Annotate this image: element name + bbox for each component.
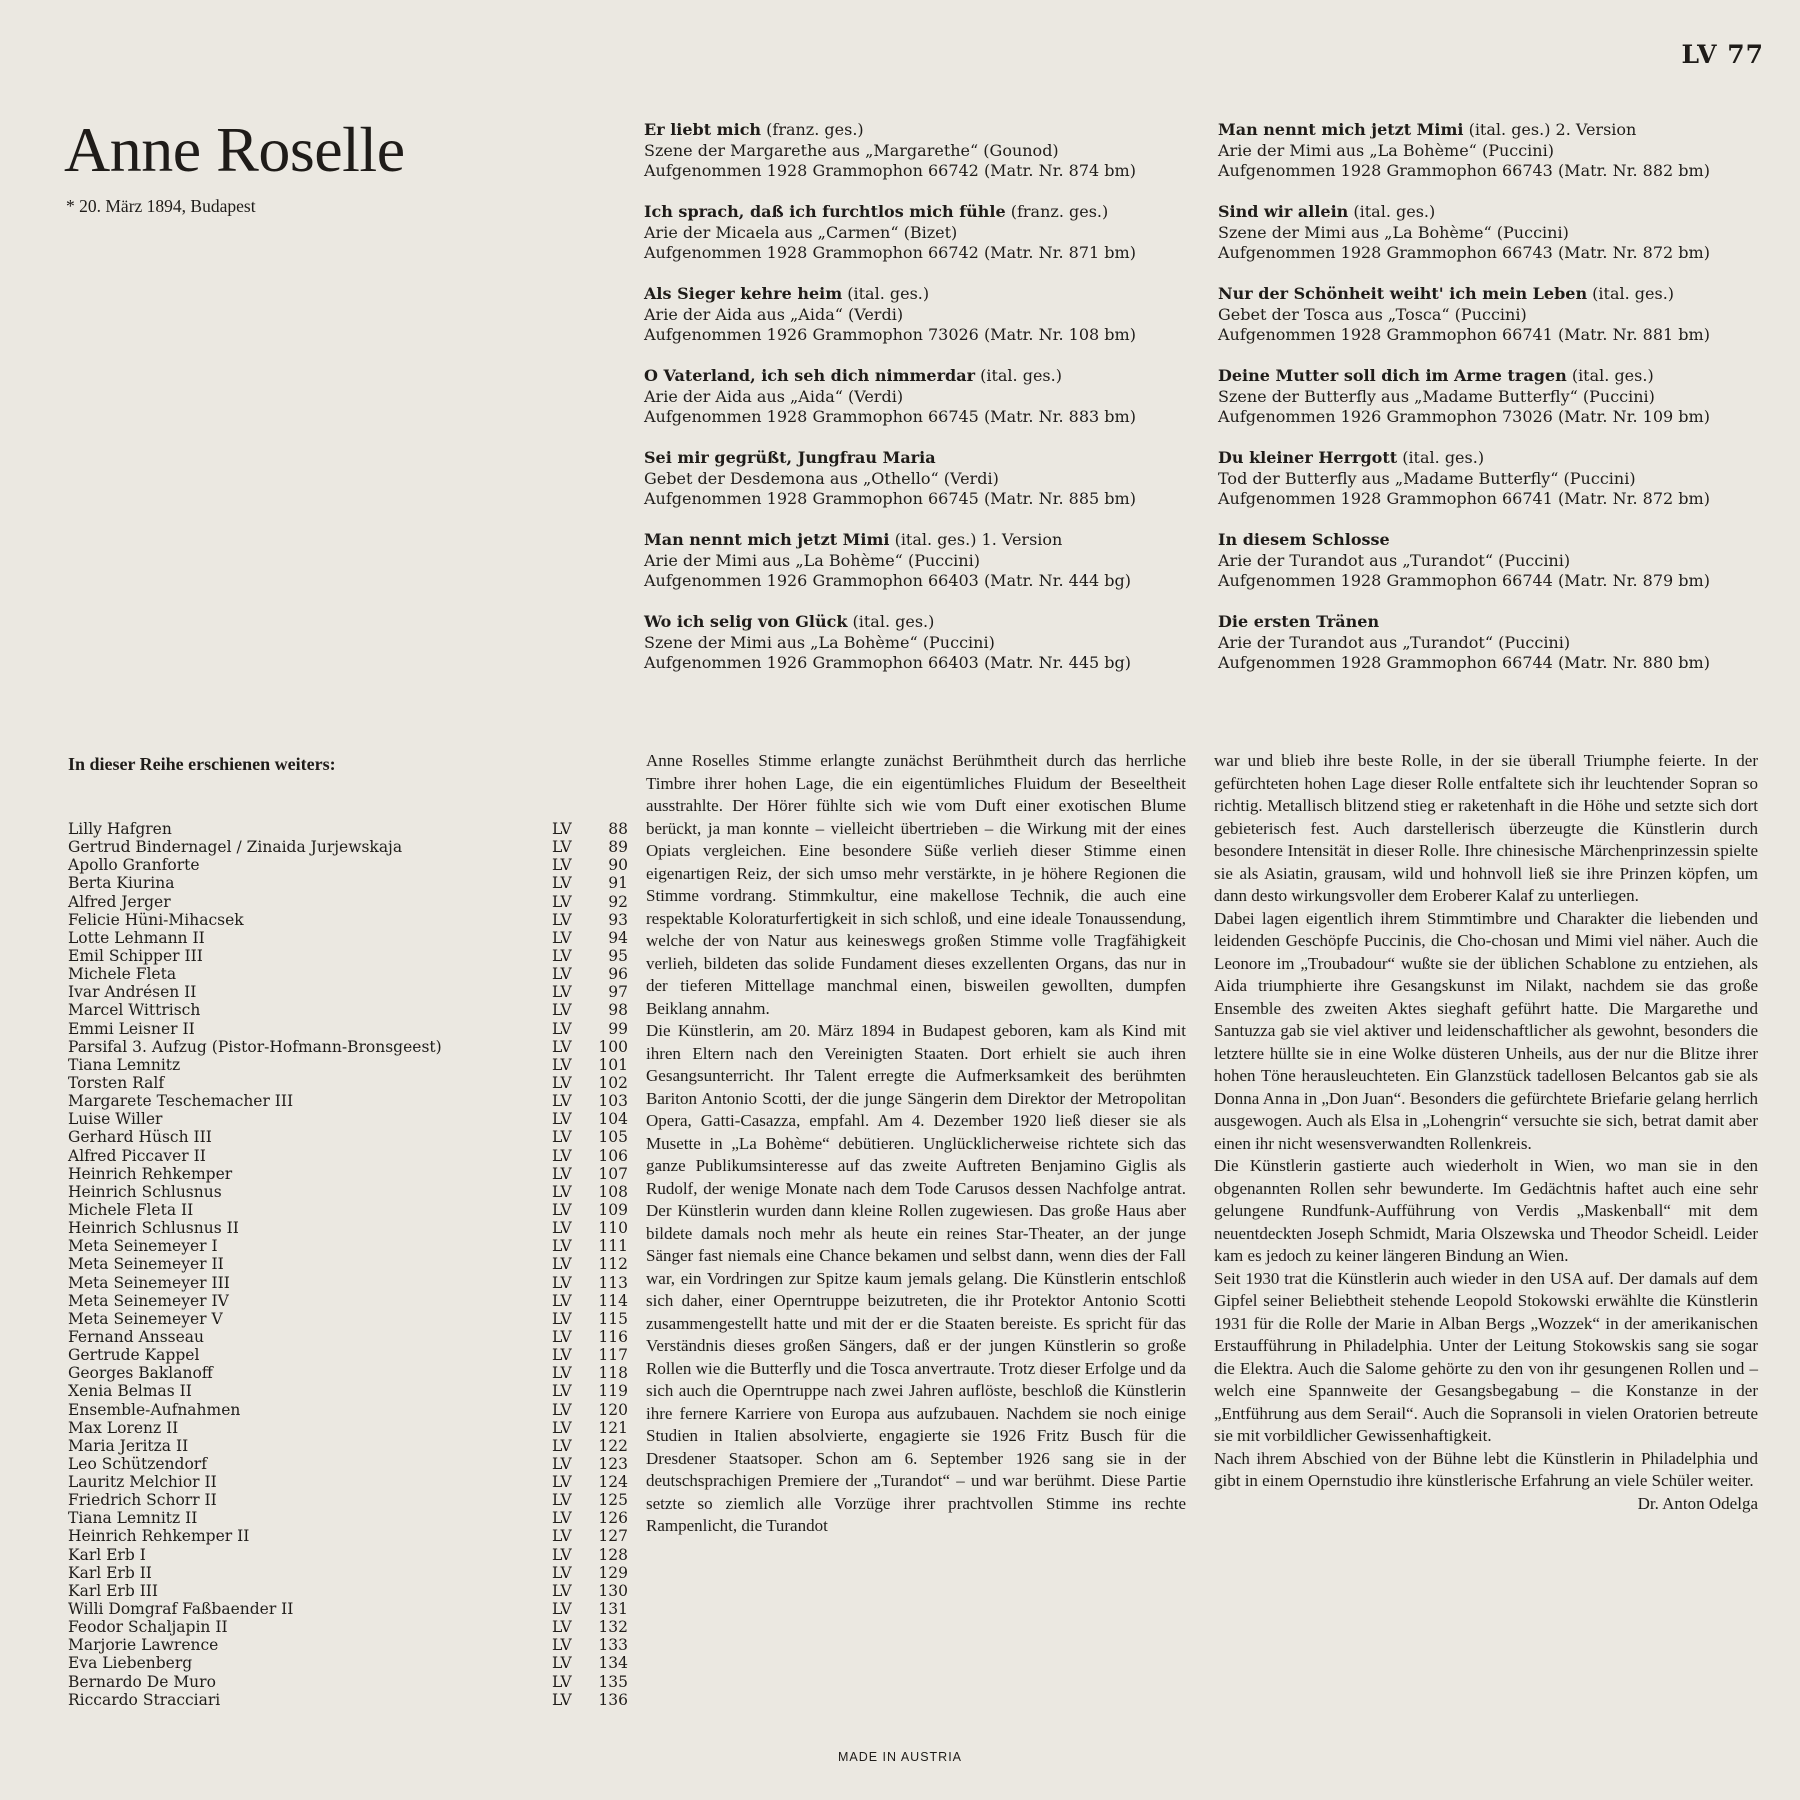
track-scene: Szene der Mimi aus „La Bohème“ (Puccini) (644, 632, 995, 652)
series-number: 118 (598, 1364, 628, 1383)
track-title-line (1218, 284, 1758, 305)
series-number: 96 (608, 965, 628, 984)
series-artist: Eva Liebenberg (68, 1654, 193, 1673)
series-number: 97 (608, 983, 628, 1002)
series-list-item (68, 1600, 628, 1618)
series-number: 105 (598, 1128, 628, 1147)
series-number: 106 (598, 1146, 628, 1165)
series-artist: Gertrud Bindernagel / Zinaida Jurjewskaja (68, 838, 403, 857)
author-signature: Dr. Anton Odelga (1637, 1493, 1758, 1513)
track-recording: Aufgenommen 1928 Grammophon 66741 (Matr. Nr. 881 bm) (1218, 325, 1710, 344)
series-list-item (68, 1237, 628, 1255)
series-list-item (68, 1274, 628, 1292)
series-list-item (68, 1255, 628, 1273)
track-title-line (644, 284, 1184, 305)
series-prefix: LV (552, 1690, 572, 1709)
track-entry (1218, 120, 1758, 202)
series-prefix: LV (552, 1092, 572, 1111)
series-prefix: LV (552, 946, 572, 965)
series-list-item (68, 1128, 628, 1146)
series-list-item (68, 1346, 628, 1364)
track-scene: Arie der Mimi aus „La Bohème“ (Puccini) (644, 550, 980, 570)
series-artist: Apollo Granforte (68, 856, 200, 875)
series-prefix: LV (552, 874, 572, 893)
series-prefix: LV (552, 1491, 572, 1510)
track-title: Wo ich selig von Glück (644, 612, 848, 631)
series-list-item (68, 1038, 628, 1056)
series-prefix: LV (552, 1291, 572, 1310)
series-list-item (68, 947, 628, 965)
series-list-item (68, 820, 628, 838)
series-number: 101 (598, 1055, 628, 1074)
track-title-line (644, 120, 1184, 141)
series-prefix: LV (552, 983, 572, 1002)
track-list-right (1218, 120, 1758, 694)
series-artist: Ivar Andrésen II (68, 983, 197, 1002)
series-number: 107 (598, 1164, 628, 1183)
series-list-item (68, 1056, 628, 1074)
series-number: 129 (598, 1563, 628, 1582)
series-prefix: LV (552, 1037, 572, 1056)
series-list-item (68, 1654, 628, 1672)
series-prefix: LV (552, 928, 572, 947)
series-list-item (68, 1527, 628, 1545)
series-prefix: LV (552, 1327, 572, 1346)
track-title-line (1218, 202, 1758, 223)
series-number: 109 (598, 1200, 628, 1219)
track-title-line (644, 202, 1184, 223)
series-artist: Lotte Lehmann II (68, 928, 205, 947)
series-artist: Georges Baklanoff (68, 1364, 213, 1383)
series-list-item (68, 1110, 628, 1128)
series-number: 117 (598, 1346, 628, 1365)
series-list-item (68, 1147, 628, 1165)
series-prefix: LV (552, 1545, 572, 1564)
series-prefix: LV (552, 1581, 572, 1600)
track-title: Die ersten Tränen (1218, 612, 1380, 631)
series-number: 121 (598, 1418, 628, 1437)
track-recording: Aufgenommen 1928 Grammophon 66741 (Matr. Nr. 872 bm) (1218, 489, 1710, 508)
series-artist: Marjorie Lawrence (68, 1636, 219, 1655)
series-list-item (68, 1074, 628, 1092)
track-entry (644, 366, 1184, 448)
series-number: 135 (598, 1672, 628, 1691)
biography-paragraph: Anne Roselles Stimme erlangte zunächst Berühmtheit durch das herrliche Timbre ihrer hohen Lage, die ein eigentümliches Fluidum der Beseeltheit ausstrahlte. Der Hörer fühlte sich wie vom Duft einer exotischen Blume berückt, ja man konnte – vielleicht übertrieben – die Wirkung mit der eines Opiats vergleichen. Eine besondere Süße verlieh dieser Stimme einen eigenartigen Reiz, der sich umso mehr verstärkte, in je höhere Regionen die Stimme vordrang. Stimmkultur, eine makellose Technik, die auch eine respektable Koloraturfertigkeit in sich schloß, und eine ideale Tonaussendung, welche der von Natur aus keineswegs großen Stimme volle Tragfähigkeit verlieh, bildeten das solide Fundament dieses exzellenten Organs, das nur in der tieferen Mittellage manchmal einen, bisweilen gewollten, dumpfen Beiklang annahm. (646, 751, 1186, 1018)
biography-paragraph: Die Künstlerin gastierte auch wiederholt in Wien, wo man sie in den obgenannten Rollen sehr bewunderte. Im Gedächtnis haftet auch eine sehr gelungene Rundfunk-Aufführung von Verdis „Maskenball“ mit dem neuentdeckten Joseph Schmidt, Maria Olszewska und Theodor Scheidl. Leider kam es jedoch zu keiner längeren Bindung an Wien. (1214, 1156, 1758, 1265)
track-language: (ital. ges.) (842, 284, 930, 303)
series-list-item (68, 1310, 628, 1328)
series-prefix: LV (552, 1436, 572, 1455)
track-language: (ital. ges.) 1. Version (889, 530, 1063, 549)
series-artist: Feodor Schaljapin II (68, 1618, 228, 1637)
track-title: Man nennt mich jetzt Mimi (644, 530, 890, 549)
series-list-item (68, 965, 628, 983)
track-recording: Aufgenommen 1928 Grammophon 66745 (Matr. Nr. 885 bm) (644, 489, 1136, 508)
track-recording: Aufgenommen 1928 Grammophon 66742 (Matr. Nr. 874 bm) (644, 161, 1136, 180)
series-artist: Max Lorenz II (68, 1418, 179, 1437)
series-prefix: LV (552, 965, 572, 984)
biography-paragraph: war und blieb ihre beste Rolle, in der sie überall Triumphe feierte. In der gefürchteten hohen Lage dieser Rolle entfaltete sich ihr leuchtender Sopran so richtig. Metallisch blitzend stieg er raketenhaft in die Höhe und setzte sich dort gebieterisch fest. Auch darstellerisch überzeugte die Künstlerin durch besondere Intensität in dieser Rolle. Ihre chinesische Märchenprinzessin spielte sie als Asiatin, grausam, wild und hohnvoll ließ sie ihre Prinzen köpfen, um dann desto wirkungsvoller dem Eroberer Kalaf zu unterliegen. (1214, 751, 1758, 905)
track-title: Ich sprach, daß ich furchtlos mich fühle (644, 202, 1006, 221)
series-list-item (68, 929, 628, 947)
biography-paragraph: Dabei lagen eigentlich ihrem Stimmtimbre und Charakter die liebenden und leidenden Geschöpfe Puccinis, die Cho-chosan und Mimi viel näher. Auch die Leonore im „Troubadour“ wußte sie der üblichen Schablone zu entziehen, als Aida triumphierte ihre Gesangskunst im Nilakt, nachdem sie das große Ensemble des zweiten Aktes sieghaft geführt hatte. Die Margarethe und Santuzza gab sie viel aktiver und leidenschaftlicher als gewohnt, besonders die letztere hüllte sie in eine Wolke düsteren Unheils, aus der nur die Blitze ihrer hohen Töne herausleuchteten. Ein Glanzstück tadellosen Belcantos gab sie als Donna Anna in „Don Juan“. Besonders die gefürchtete Briefarie gelang herrlich ausgewogen. Auch als Elsa in „Lohengrin“ versuchte sie sich, betrat damit aber einen ihr nicht wesensverwandten Rollenkreis. (1214, 908, 1758, 1153)
series-artist: Berta Kiurina (68, 874, 175, 893)
series-prefix: LV (552, 1073, 572, 1092)
series-number: 128 (598, 1545, 628, 1564)
biography-paragraph: Seit 1930 trat die Künstlerin auch wieder in den USA auf. Der damals auf dem Gipfel seiner Beliebtheit stehende Leopold Stokowski erwählte die Künstlerin 1931 für die Rolle der Marie in Alban Bergs „Wozzek“ in der amerikanischen Erstaufführung in Philadelphia. Unter der Leitung Stokowskis sang sie sogar die Elektra. Auch die Salome gehörte zu den von ihr gesungenen Rollen und – welch eine Spannweite der Gesangsbegabung – die Konstanze in der „Entführung aus dem Serail“. Auch die Sopransoli in vielen Oratorien betreute sie mit vorbildlicher Gewissenhaftigkeit. (1214, 1268, 1758, 1445)
series-artist: Heinrich Schlusnus II (68, 1219, 239, 1238)
series-prefix: LV (552, 1636, 572, 1655)
track-language: (franz. ges.) (1005, 202, 1109, 221)
track-recording: Aufgenommen 1926 Grammophon 73026 (Matr. Nr. 108 bm) (644, 325, 1136, 344)
series-prefix: LV (552, 910, 572, 929)
track-entry (644, 612, 1184, 694)
track-scene: Arie der Aida aus „Aida“ (Verdi) (644, 304, 904, 324)
series-prefix: LV (552, 1400, 572, 1419)
series-prefix: LV (552, 1110, 572, 1129)
track-recording: Aufgenommen 1926 Grammophon 73026 (Matr. Nr. 109 bm) (1218, 407, 1710, 426)
track-entry (1218, 530, 1758, 612)
series-list-item (68, 1419, 628, 1437)
series-number: 110 (598, 1219, 628, 1238)
series-artist: Willi Domgraf Faßbaender II (68, 1600, 294, 1619)
track-entry (1218, 202, 1758, 284)
series-number: 93 (608, 910, 628, 929)
series-list-item (68, 911, 628, 929)
series-list-item (68, 1219, 628, 1237)
track-language: (ital. ges.) (847, 612, 935, 631)
series-list-item (68, 1455, 628, 1473)
series-list-item (68, 1328, 628, 1346)
series-prefix: LV (552, 1128, 572, 1147)
series-prefix: LV (552, 1382, 572, 1401)
track-language: (ital. ges.) (1397, 448, 1485, 467)
catalog-number: LV 77 (1681, 40, 1764, 69)
track-title-line (644, 530, 1184, 551)
series-number: 112 (598, 1255, 628, 1274)
track-title-line (1218, 120, 1758, 141)
series-prefix: LV (552, 1618, 572, 1637)
track-title-line (1218, 366, 1758, 387)
series-artist: Maria Jeritza II (68, 1436, 189, 1455)
series-artist: Parsifal 3. Aufzug (Pistor-Hofmann-Bronsgeest) (68, 1037, 442, 1056)
track-title-line (644, 612, 1184, 633)
series-artist: Emil Schipper III (68, 946, 203, 965)
series-number: 100 (598, 1037, 628, 1056)
series-number: 90 (608, 856, 628, 875)
series-list-item (68, 1401, 628, 1419)
artist-birth: * 20. März 1894, Budapest (66, 196, 256, 216)
track-scene: Szene der Mimi aus „La Bohème“ (Puccini) (1218, 222, 1569, 242)
series-prefix: LV (552, 1418, 572, 1437)
series-prefix: LV (552, 1563, 572, 1582)
series-number: 134 (598, 1654, 628, 1673)
artist-name: Anne Roselle (64, 114, 405, 185)
series-number: 132 (598, 1618, 628, 1637)
series-number: 88 (608, 820, 628, 838)
track-language: (franz. ges.) (761, 120, 864, 139)
track-title: Als Sieger kehre heim (644, 284, 843, 303)
series-list-item (68, 1292, 628, 1310)
series-artist: Xenia Belmas II (68, 1382, 192, 1401)
track-recording: Aufgenommen 1928 Grammophon 66744 (Matr. Nr. 880 bm) (1218, 653, 1710, 672)
series-number: 91 (608, 874, 628, 893)
series-artist: Meta Seinemeyer V (68, 1309, 223, 1328)
track-title: Du kleiner Herrgott (1218, 448, 1398, 467)
series-prefix: LV (552, 1527, 572, 1546)
series-artist: Margarete Teschemacher III (68, 1092, 294, 1111)
series-artist: Alfred Jerger (68, 892, 171, 911)
biography-paragraph: Die Künstlerin, am 20. März 1894 in Budapest geboren, kam als Kind mit ihren Eltern nach den Vereinigten Staaten. Dort erhielt sie auch ihren Gesangsunterricht. Ihr Talent erregte die Aufmerksamkeit des berühmten Bariton Antonio Scotti, der die junge Sängerin dem Direktor der Metropolitan Opera, Gatti-Casazza, empfahl. Am 4. Dezember 1920 ließ dieser sie als Musette in „La Bohème“ debütieren. Unglücklicherweise richtete sich das ganze Publikumsinteresse auf das zweite Auftreten Benjamino Giglis als Rudolf, der wenige Monate nach dem Tode Carusos dessen Nachfolge antrat. Der Künstlerin wurden dann kleine Rollen zugewiesen. Das große Haus aber bildete damals noch mehr als heute ein reines Star-Theater, an der junge Sänger fast niemals eine Chance bekamen und selbst dann, wenn dies der Fall war, ein Vordringen zur Spitze kaum jemals gelang. Die Künstlerin entschloß sich daher, einer Operntruppe beizutreten, die ihr Protektor Antonio Scotti zusammengestellt hatte und mit der er die Staaten bereiste. Es spricht für das Verständnis dieses großen Sängers, daß er der jungen Künstlerin so große Rollen wie die Butterfly und die Tosca anvertraute. Trotz dieser Erfolge und da sich auch die Operntruppe nach zwei Jahren auflöste, beschloß die Künstlerin ihre fernere Karriere von Europa aus aufzubauen. Nachdem sie noch einige Studien in Italien absolvierte, engagierte sie 1926 Fritz Busch für die Dresdener Staatsoper. Schon am 6. September 1926 sang sie in der deutschsprachigen Premiere der „Turandot“ – und war berühmt. Diese Partie setzte so ziemlich alle Vorzüge ihrer prachtvollen Stimme ins rechte Rampenlicht, die Turandot (646, 1021, 1186, 1535)
series-prefix: LV (552, 1364, 572, 1383)
track-entry (644, 284, 1184, 366)
series-list-item (68, 1618, 628, 1636)
series-list-item (68, 1183, 628, 1201)
track-recording: Aufgenommen 1926 Grammophon 66403 (Matr. Nr. 444 bg) (644, 571, 1132, 590)
series-number: 94 (608, 928, 628, 947)
series-artist: Leo Schützendorf (68, 1454, 207, 1473)
series-artist: Heinrich Rehkemper II (68, 1527, 250, 1546)
track-entry (644, 202, 1184, 284)
track-language: (ital. ges.) (1587, 284, 1675, 303)
series-number: 99 (608, 1019, 628, 1038)
series-number: 130 (598, 1581, 628, 1600)
series-prefix: LV (552, 856, 572, 875)
series-artist: Karl Erb III (68, 1581, 159, 1600)
track-scene: Szene der Margarethe aus „Margarethe“ (Gounod) (644, 140, 1059, 160)
track-recording: Aufgenommen 1928 Grammophon 66743 (Matr. Nr. 882 bm) (1218, 161, 1710, 180)
track-scene: Arie der Turandot aus „Turandot“ (Puccini) (1218, 550, 1571, 570)
series-number: 119 (598, 1382, 628, 1401)
track-entry (1218, 448, 1758, 530)
series-list-item (68, 838, 628, 856)
series-artist: Meta Seinemeyer IV (68, 1291, 229, 1310)
series-artist: Riccardo Stracciari (68, 1690, 221, 1709)
series-artist: Ensemble-Aufnahmen (68, 1400, 241, 1419)
track-title-line (644, 448, 1184, 469)
series-prefix: LV (552, 1600, 572, 1619)
series-number: 120 (598, 1400, 628, 1419)
series-number: 111 (598, 1237, 628, 1256)
series-number: 108 (598, 1182, 628, 1201)
series-artist: Tiana Lemnitz (68, 1055, 181, 1074)
series-list-item (68, 1491, 628, 1509)
track-entry (644, 530, 1184, 612)
series-prefix: LV (552, 1219, 572, 1238)
series-number: 113 (598, 1273, 628, 1292)
series-prefix: LV (552, 1346, 572, 1365)
series-list-item (68, 1165, 628, 1183)
biography-column-1 (646, 750, 1186, 1538)
series-prefix: LV (552, 1200, 572, 1219)
series-list-item (68, 1364, 628, 1382)
track-recording: Aufgenommen 1928 Grammophon 66744 (Matr. Nr. 879 bm) (1218, 571, 1710, 590)
series-artist: Gerhard Hüsch III (68, 1128, 212, 1147)
series-number: 89 (608, 838, 628, 857)
series-list-item (68, 1092, 628, 1110)
series-number: 122 (598, 1436, 628, 1455)
series-artist: Meta Seinemeyer III (68, 1273, 230, 1292)
series-list-item (68, 1020, 628, 1038)
series-list-item (68, 1673, 628, 1691)
series-artist: Meta Seinemeyer I (68, 1237, 218, 1256)
series-prefix: LV (552, 1164, 572, 1183)
track-recording: Aufgenommen 1928 Grammophon 66742 (Matr. Nr. 871 bm) (644, 243, 1136, 262)
track-scene: Arie der Turandot aus „Turandot“ (Puccini) (1218, 632, 1571, 652)
track-recording: Aufgenommen 1928 Grammophon 66745 (Matr. Nr. 883 bm) (644, 407, 1136, 426)
series-prefix: LV (552, 1146, 572, 1165)
track-title: In diesem Schlosse (1218, 530, 1390, 549)
series-prefix: LV (552, 892, 572, 911)
series-prefix: LV (552, 1273, 572, 1292)
track-entry (1218, 366, 1758, 448)
series-artist: Felicie Hüni-Mihacsek (68, 910, 244, 929)
track-scene: Tod der Butterfly aus „Madame Butterfly“ (Puccini) (1218, 468, 1636, 488)
track-title-line (1218, 530, 1758, 551)
series-list-item (68, 1582, 628, 1600)
series-list-item (68, 874, 628, 892)
series-artist: Luise Willer (68, 1110, 163, 1129)
track-recording: Aufgenommen 1926 Grammophon 66403 (Matr. Nr. 445 bg) (644, 653, 1132, 672)
biography-column-2 (1214, 750, 1758, 1515)
series-list-item (68, 856, 628, 874)
series-artist: Karl Erb II (68, 1563, 152, 1582)
track-title: Deine Mutter soll dich im Arme tragen (1218, 366, 1567, 385)
series-list-item (68, 893, 628, 911)
series-artist: Heinrich Rehkemper (68, 1164, 233, 1183)
series-list-item (68, 1001, 628, 1019)
series-artist: Fernand Ansseau (68, 1327, 205, 1346)
series-prefix: LV (552, 1019, 572, 1038)
series-prefix: LV (552, 1182, 572, 1201)
series-number: 124 (598, 1473, 628, 1492)
series-list-item (68, 1636, 628, 1654)
series-artist: Heinrich Schlusnus (68, 1182, 222, 1201)
series-artist: Meta Seinemeyer II (68, 1255, 224, 1274)
track-title: Sind wir allein (1218, 202, 1349, 221)
series-list-item (68, 1201, 628, 1219)
series-number: 115 (598, 1309, 628, 1328)
series-number: 131 (598, 1600, 628, 1619)
series-number: 104 (598, 1110, 628, 1129)
series-artist: Alfred Piccaver II (68, 1146, 206, 1165)
track-title: Er liebt mich (644, 120, 762, 139)
series-prefix: LV (552, 838, 572, 857)
series-prefix: LV (552, 820, 572, 838)
series-list-item (68, 983, 628, 1001)
series-list-item (68, 1564, 628, 1582)
series-prefix: LV (552, 1255, 572, 1274)
series-artist: Karl Erb I (68, 1545, 146, 1564)
track-scene: Arie der Aida aus „Aida“ (Verdi) (644, 386, 904, 406)
track-entry (644, 120, 1184, 202)
track-scene: Arie der Mimi aus „La Bohème“ (Puccini) (1218, 140, 1554, 160)
series-number: 133 (598, 1636, 628, 1655)
series-artist: Gertrude Kappel (68, 1346, 200, 1365)
track-title: Sei mir gegrüßt, Jungfrau Maria (644, 448, 936, 467)
series-prefix: LV (552, 1237, 572, 1256)
track-list-left (644, 120, 1184, 694)
series-prefix: LV (552, 1001, 572, 1020)
series-number: 123 (598, 1454, 628, 1473)
series-artist: Lauritz Melchior II (68, 1473, 217, 1492)
series-artist: Friedrich Schorr II (68, 1491, 217, 1510)
track-scene: Szene der Butterfly aus „Madame Butterfly“ (Puccini) (1218, 386, 1655, 406)
track-scene: Gebet der Desdemona aus „Othello“ (Verdi) (644, 468, 999, 488)
series-artist: Bernardo De Muro (68, 1672, 216, 1691)
series-artist: Lilly Hafgren (68, 820, 172, 838)
series-number: 103 (598, 1092, 628, 1111)
series-artist: Emmi Leisner II (68, 1019, 195, 1038)
series-number: 98 (608, 1001, 628, 1020)
series-number: 136 (598, 1690, 628, 1709)
track-title: O Vaterland, ich seh dich nimmerdar (644, 366, 976, 385)
track-title-line (644, 366, 1184, 387)
track-title-line (1218, 612, 1758, 633)
series-items (68, 820, 628, 1709)
series-prefix: LV (552, 1473, 572, 1492)
track-language: (ital. ges.) (1348, 202, 1436, 221)
series-list-item (68, 1437, 628, 1455)
track-language: (ital. ges.) (1566, 366, 1654, 385)
series-artist: Tiana Lemnitz II (68, 1509, 198, 1528)
series-artist: Michele Fleta II (68, 1200, 194, 1219)
series-prefix: LV (552, 1309, 572, 1328)
series-prefix: LV (552, 1454, 572, 1473)
series-number: 102 (598, 1073, 628, 1092)
track-entry (1218, 284, 1758, 366)
series-artist: Torsten Ralf (68, 1073, 165, 1092)
track-language: (ital. ges.) (975, 366, 1062, 385)
track-recording: Aufgenommen 1928 Grammophon 66743 (Matr. Nr. 872 bm) (1218, 243, 1710, 262)
series-artist: Marcel Wittrisch (68, 1001, 201, 1020)
series-number: 126 (598, 1509, 628, 1528)
track-language: (ital. ges.) 2. Version (1463, 120, 1637, 139)
series-list-item (68, 1509, 628, 1527)
series-prefix: LV (552, 1055, 572, 1074)
series-prefix: LV (552, 1654, 572, 1673)
series-prefix: LV (552, 1672, 572, 1691)
series-number: 95 (608, 946, 628, 965)
series-list-item (68, 1691, 628, 1709)
series-list-item (68, 1382, 628, 1400)
track-entry (1218, 612, 1758, 694)
track-title: Man nennt mich jetzt Mimi (1218, 120, 1464, 139)
biography-paragraph: Nach ihrem Abschied von der Bühne lebt die Künstlerin in Philadelphia und gibt in einem Opernstudio ihre künstlerische Erfahrung an viele Schüler weiter. (1214, 1448, 1758, 1490)
series-artist: Michele Fleta (68, 965, 177, 984)
series-prefix: LV (552, 1509, 572, 1528)
series-heading: In dieser Reihe erschienen weiters: (68, 754, 336, 774)
series-number: 116 (598, 1327, 628, 1346)
track-scene: Gebet der Tosca aus „Tosca“ (Puccini) (1218, 304, 1527, 324)
series-number: 114 (598, 1291, 628, 1310)
track-scene: Arie der Micaela aus „Carmen“ (Bizet) (644, 222, 958, 242)
track-title-line (1218, 448, 1758, 469)
series-number: 125 (598, 1491, 628, 1510)
track-title: Nur der Schönheit weiht' ich mein Leben (1218, 284, 1588, 303)
series-list (68, 754, 628, 1709)
series-number: 127 (598, 1527, 628, 1546)
series-list-item (68, 1546, 628, 1564)
series-list-item (68, 1473, 628, 1491)
track-entry (644, 448, 1184, 530)
series-number: 92 (608, 892, 628, 911)
made-in-label: MADE IN AUSTRIA (837, 1750, 963, 1764)
